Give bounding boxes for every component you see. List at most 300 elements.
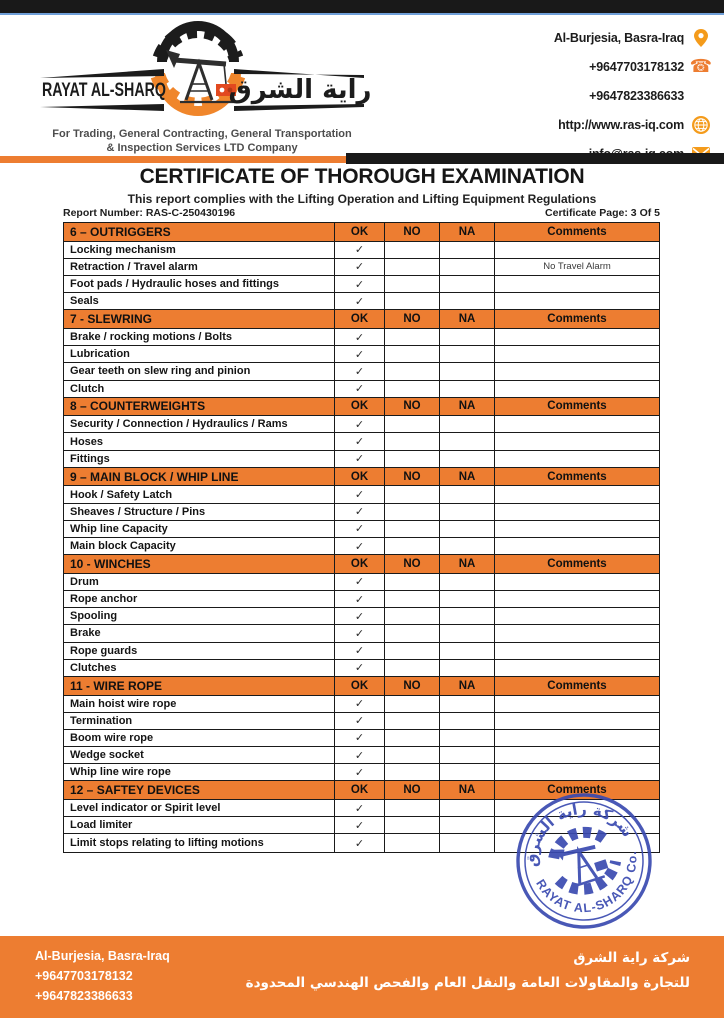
- table-row: [64, 346, 659, 363]
- col-header-comments: [495, 223, 659, 241]
- col-header-comments-text: Comments: [547, 313, 607, 326]
- col-header-no: [385, 223, 440, 241]
- col-header-na: [440, 468, 495, 486]
- item-label-text: Lubrication: [70, 348, 130, 361]
- na-cell: [440, 696, 495, 712]
- footer-address: Al-Burjesia, Basra-Iraq: [35, 949, 170, 963]
- table-row: [64, 242, 659, 259]
- na-cell: [440, 660, 495, 676]
- na-cell: [440, 329, 495, 345]
- ok-cell-text: ✓: [354, 294, 365, 308]
- col-header-comments-text: Comments: [547, 400, 607, 413]
- section-title: [64, 223, 335, 241]
- item-label: [64, 381, 335, 397]
- item-label-text: Retraction / Travel alarm: [70, 260, 198, 273]
- ok-cell: [335, 764, 385, 780]
- table-row: [64, 747, 659, 764]
- col-header-no-text: NO: [403, 225, 421, 238]
- comment-cell: [495, 259, 659, 275]
- na-cell: [440, 259, 495, 275]
- col-header-no: [385, 398, 440, 416]
- item-label: [64, 591, 335, 607]
- footer-contact-block: [35, 946, 170, 1006]
- col-header-na-text: NA: [458, 313, 476, 326]
- ok-cell: [335, 433, 385, 449]
- ok-cell: [335, 416, 385, 432]
- na-cell: [440, 643, 495, 659]
- item-label: [64, 834, 335, 851]
- section-header-row: [64, 468, 659, 487]
- na-cell: [440, 764, 495, 780]
- item-label: [64, 625, 335, 641]
- item-label: [64, 538, 335, 554]
- col-header-na: [440, 398, 495, 416]
- item-label: [64, 800, 335, 816]
- contact-address-text: Al-Burjesia, Basra-Iraq: [553, 30, 684, 45]
- ok-cell-text: ✓: [354, 731, 365, 745]
- col-header-comments-text: Comments: [547, 557, 607, 570]
- no-cell: [385, 293, 440, 309]
- comment-cell: [495, 730, 659, 746]
- certificate-subtitle: This report complies with the Lifting Operation and Lifting Equipment Regulations: [127, 192, 597, 206]
- table-row: [64, 625, 659, 642]
- item-label-text: Gear teeth on slew ring and pinion: [70, 365, 251, 378]
- section-title-text: 6 – OUTRIGGERS: [70, 224, 171, 239]
- col-header-comments-text: Comments: [547, 679, 607, 692]
- no-cell: [385, 381, 440, 397]
- na-cell: [440, 433, 495, 449]
- section-title-text: 7 - SLEWRING: [70, 312, 153, 327]
- col-header-no: [385, 468, 440, 486]
- na-cell: [440, 730, 495, 746]
- na-cell: [440, 817, 495, 833]
- phone-icon: ☎: [689, 55, 713, 77]
- na-cell: [440, 591, 495, 607]
- no-cell: [385, 486, 440, 502]
- col-header-comments: [495, 555, 659, 573]
- ok-cell-text: ✓: [354, 626, 365, 640]
- ok-cell: [335, 660, 385, 676]
- item-label-text: Termination: [70, 714, 133, 727]
- ok-cell-text: ✓: [354, 765, 365, 779]
- item-label: [64, 416, 335, 432]
- item-label: [64, 817, 335, 833]
- col-header-comments: [495, 310, 659, 328]
- na-cell: [440, 608, 495, 624]
- col-header-na: [440, 310, 495, 328]
- no-cell: [385, 696, 440, 712]
- na-cell: [440, 713, 495, 729]
- col-header-ok: [335, 468, 385, 486]
- col-header-comments-text: Comments: [547, 470, 607, 483]
- table-row: [64, 713, 659, 730]
- table-row: [64, 538, 659, 555]
- logo-name-en: RAYAT AL-SHARQ: [42, 80, 166, 101]
- na-cell: [440, 521, 495, 537]
- col-header-ok-text: OK: [350, 784, 369, 797]
- item-label-text: Level indicator or Spirit level: [70, 802, 221, 815]
- comment-cell: [495, 433, 659, 449]
- ok-cell: [335, 259, 385, 275]
- table-row: [64, 259, 659, 276]
- ok-cell: [335, 834, 385, 851]
- na-cell: [440, 625, 495, 641]
- item-label: [64, 574, 335, 590]
- comment-cell: [495, 713, 659, 729]
- comment-cell: [495, 293, 659, 309]
- ok-cell: [335, 574, 385, 590]
- col-header-na-text: NA: [458, 400, 476, 413]
- footer-company-name-ar: شركة راية الشرق: [573, 950, 690, 966]
- col-header-ok: [335, 223, 385, 241]
- table-row: [64, 521, 659, 538]
- section-title: [64, 398, 335, 416]
- table-row: [64, 433, 659, 450]
- item-label: [64, 608, 335, 624]
- ok-cell-text: ✓: [354, 488, 365, 502]
- item-label-text: Whip line Capacity: [70, 522, 168, 535]
- table-row: [64, 643, 659, 660]
- col-header-ok: [335, 781, 385, 799]
- ok-cell-text: ✓: [354, 347, 365, 361]
- col-header-na: [440, 781, 495, 799]
- comment-cell: [495, 346, 659, 362]
- ok-cell-text: ✓: [354, 748, 365, 762]
- table-row: [64, 381, 659, 398]
- table-row: [64, 730, 659, 747]
- section-header-row: [64, 310, 659, 329]
- comment-cell: [495, 242, 659, 258]
- item-label: [64, 259, 335, 275]
- col-header-ok: [335, 677, 385, 695]
- company-stamp: [501, 786, 667, 936]
- na-cell: [440, 381, 495, 397]
- ok-cell: [335, 486, 385, 502]
- comment-cell: [495, 696, 659, 712]
- no-cell: [385, 259, 440, 275]
- na-cell: [440, 486, 495, 502]
- col-header-ok: [335, 555, 385, 573]
- col-header-na-text: NA: [458, 679, 476, 692]
- ok-cell-text: ✓: [354, 330, 365, 344]
- col-header-no-text: NO: [403, 557, 421, 570]
- no-cell: [385, 538, 440, 554]
- item-label: [64, 451, 335, 467]
- ok-cell-text: ✓: [354, 243, 365, 257]
- item-label: [64, 433, 335, 449]
- tagline-line1: For Trading, General Contracting, General Transportation: [52, 128, 352, 140]
- item-label: [64, 764, 335, 780]
- footer-phone1: +9647703178132: [35, 969, 133, 983]
- na-cell: [440, 538, 495, 554]
- comment-cell: [495, 643, 659, 659]
- contact-website-text: http://www.ras-iq.com: [558, 117, 684, 132]
- item-label: [64, 486, 335, 502]
- ok-cell: [335, 329, 385, 345]
- no-cell: [385, 747, 440, 763]
- item-label-text: Foot pads / Hydraulic hoses and fittings: [70, 278, 280, 291]
- col-header-comments: [495, 677, 659, 695]
- col-header-ok-text: OK: [350, 679, 369, 692]
- table-row: [64, 416, 659, 433]
- item-label: [64, 329, 335, 345]
- logo-name-ar: راية الشرق: [228, 75, 372, 105]
- report-info-row: [63, 207, 660, 219]
- no-cell: [385, 521, 440, 537]
- col-header-no-text: NO: [403, 313, 421, 326]
- item-label: [64, 521, 335, 537]
- table-row: [64, 293, 659, 310]
- comment-cell-text: No Travel Alarm: [543, 261, 611, 273]
- no-cell: [385, 504, 440, 520]
- contact-phone1: [554, 52, 712, 81]
- comment-cell: [495, 451, 659, 467]
- stamp-text-arabic: شركة راية الشرق: [522, 799, 637, 868]
- col-header-no-text: NO: [403, 679, 421, 692]
- ok-cell-text: ✓: [354, 697, 365, 711]
- item-label: [64, 276, 335, 292]
- table-row: [64, 696, 659, 713]
- col-header-ok-text: OK: [350, 470, 369, 483]
- item-label: [64, 346, 335, 362]
- col-header-comments-text: Comments: [547, 784, 607, 797]
- ok-cell: [335, 381, 385, 397]
- item-label-text: Rope anchor: [70, 593, 138, 606]
- ok-cell: [335, 242, 385, 258]
- no-cell: [385, 329, 440, 345]
- no-cell: [385, 764, 440, 780]
- ok-cell: [335, 800, 385, 816]
- table-row: [64, 276, 659, 293]
- item-label: [64, 504, 335, 520]
- ok-cell-text: ✓: [354, 417, 365, 431]
- na-cell: [440, 504, 495, 520]
- stamp-text-latin: RAYAT AL-SHARQ Co.: [533, 849, 640, 916]
- section-title: [64, 677, 335, 695]
- col-header-na: [440, 677, 495, 695]
- col-header-ok: [335, 398, 385, 416]
- ok-cell-text: ✓: [354, 452, 365, 466]
- item-label-text: Main block Capacity: [70, 540, 176, 553]
- section-header-row: [64, 223, 659, 242]
- no-cell: [385, 660, 440, 676]
- section-title-text: 9 – MAIN BLOCK / WHIP LINE: [70, 469, 239, 484]
- col-header-comments: [495, 468, 659, 486]
- ok-cell: [335, 817, 385, 833]
- na-cell: [440, 416, 495, 432]
- ok-cell: [335, 346, 385, 362]
- footer-band: [0, 936, 724, 1018]
- col-header-no: [385, 781, 440, 799]
- section-title: [64, 468, 335, 486]
- item-label: [64, 747, 335, 763]
- comment-cell: [495, 660, 659, 676]
- no-cell: [385, 433, 440, 449]
- comment-cell: [495, 504, 659, 520]
- top-black-bar: [0, 0, 724, 15]
- ok-cell: [335, 504, 385, 520]
- na-cell: [440, 800, 495, 816]
- ok-cell: [335, 747, 385, 763]
- comment-cell: [495, 764, 659, 780]
- col-header-na-text: NA: [458, 557, 476, 570]
- col-header-na: [440, 555, 495, 573]
- certificate-title: CERTIFICATE OF THOROUGH EXAMINATION: [139, 165, 585, 188]
- no-cell: [385, 346, 440, 362]
- ok-cell: [335, 451, 385, 467]
- col-header-no-text: NO: [403, 470, 421, 483]
- stamp-emblem: [547, 825, 622, 897]
- table-row: [64, 764, 659, 781]
- comment-cell: [495, 608, 659, 624]
- ok-cell: [335, 625, 385, 641]
- col-header-comments-text: Comments: [547, 225, 607, 238]
- table-row: [64, 504, 659, 521]
- ok-cell: [335, 643, 385, 659]
- section-title: [64, 555, 335, 573]
- na-cell: [440, 242, 495, 258]
- item-label-text: Security / Connection / Hydraulics / Rams: [70, 418, 288, 431]
- item-label-text: Whip line wire rope: [70, 766, 171, 779]
- section-header-row: [64, 677, 659, 696]
- ok-cell-text: ✓: [354, 277, 365, 291]
- footer-phone2: +9647823386633: [35, 989, 133, 1003]
- col-header-no: [385, 677, 440, 695]
- divider-orange-segment: [0, 156, 346, 163]
- col-header-na-text: NA: [458, 470, 476, 483]
- col-header-ok-text: OK: [350, 557, 369, 570]
- ok-cell-text: ✓: [354, 818, 365, 832]
- comment-cell: [495, 486, 659, 502]
- col-header-ok-text: OK: [350, 225, 369, 238]
- no-cell: [385, 416, 440, 432]
- item-label-text: Boom wire rope: [70, 731, 154, 744]
- no-cell: [385, 834, 440, 851]
- ok-cell-text: ✓: [354, 592, 365, 606]
- na-cell: [440, 276, 495, 292]
- col-header-no-text: NO: [403, 784, 421, 797]
- section-title-text: 12 – SAFTEY DEVICES: [70, 783, 200, 798]
- no-cell: [385, 625, 440, 641]
- ok-cell-text: ✓: [354, 836, 365, 850]
- no-cell: [385, 800, 440, 816]
- certificate-page-number: Certificate Page: 3 Of 5: [545, 207, 660, 219]
- col-header-no-text: NO: [403, 400, 421, 413]
- section-title-text: 8 – COUNTERWEIGHTS: [70, 399, 206, 414]
- no-cell: [385, 643, 440, 659]
- ok-cell: [335, 608, 385, 624]
- location-pin-icon: [690, 28, 712, 48]
- comment-cell: [495, 625, 659, 641]
- item-label-text: Fittings: [70, 452, 110, 465]
- item-label-text: Sheaves / Structure / Pins: [70, 505, 206, 518]
- no-cell: [385, 713, 440, 729]
- table-row: [64, 608, 659, 625]
- col-header-comments: [495, 398, 659, 416]
- item-label: [64, 643, 335, 659]
- ok-cell-text: ✓: [354, 575, 365, 589]
- no-cell: [385, 363, 440, 379]
- item-label: [64, 730, 335, 746]
- item-label-text: Seals: [70, 295, 99, 308]
- ok-cell: [335, 713, 385, 729]
- na-cell: [440, 451, 495, 467]
- table-row: [64, 591, 659, 608]
- col-header-no: [385, 555, 440, 573]
- item-label-text: Brake / rocking motions / Bolts: [70, 331, 232, 344]
- divider-black-segment: [346, 153, 724, 164]
- no-cell: [385, 242, 440, 258]
- comment-cell: [495, 591, 659, 607]
- comment-cell: [495, 363, 659, 379]
- item-label: [64, 713, 335, 729]
- ok-cell: [335, 538, 385, 554]
- tagline-line2: & Inspection Services LTD Company: [106, 141, 298, 154]
- comment-cell: [495, 538, 659, 554]
- comment-cell: [495, 329, 659, 345]
- ok-cell-text: ✓: [354, 505, 365, 519]
- ok-cell-text: ✓: [354, 714, 365, 728]
- item-label-text: Limit stops relating to lifting motions: [70, 837, 264, 849]
- no-cell: [385, 276, 440, 292]
- ok-cell-text: ✓: [354, 644, 365, 658]
- item-label: [64, 242, 335, 258]
- globe-icon: [690, 115, 712, 135]
- item-label: [64, 696, 335, 712]
- logo-tagline: [28, 128, 376, 155]
- report-number: Report Number: RAS-C-250430196: [63, 207, 236, 219]
- no-cell: [385, 730, 440, 746]
- section-title: [64, 310, 335, 328]
- no-cell: [385, 608, 440, 624]
- section-title-text: 10 - WINCHES: [70, 556, 151, 571]
- item-label-text: Hook / Safety Latch: [70, 488, 173, 501]
- no-cell: [385, 574, 440, 590]
- item-label-text: Hoses: [70, 435, 104, 448]
- no-cell: [385, 591, 440, 607]
- section-header-row: [64, 555, 659, 574]
- item-label: [64, 293, 335, 309]
- item-label: [64, 660, 335, 676]
- table-row: [64, 486, 659, 503]
- ok-cell: [335, 591, 385, 607]
- na-cell: [440, 574, 495, 590]
- table-row: [64, 660, 659, 677]
- ok-cell: [335, 276, 385, 292]
- ok-cell-text: ✓: [354, 435, 365, 449]
- col-header-no: [385, 310, 440, 328]
- ok-cell: [335, 521, 385, 537]
- na-cell: [440, 747, 495, 763]
- table-row: [64, 363, 659, 380]
- col-header-na-text: NA: [458, 225, 476, 238]
- section-title: [64, 781, 335, 799]
- item-label-text: Main hoist wire rope: [70, 697, 177, 710]
- comment-cell: [495, 416, 659, 432]
- ok-cell-text: ✓: [354, 522, 365, 536]
- section-title-text: 11 - WIRE ROPE: [70, 678, 163, 693]
- footer-company-arabic: [246, 946, 690, 996]
- na-cell: [440, 834, 495, 851]
- item-label-text: Spooling: [70, 610, 118, 623]
- item-label-text: Load limiter: [70, 819, 133, 832]
- item-label: [64, 363, 335, 379]
- comment-cell: [495, 521, 659, 537]
- ok-cell: [335, 363, 385, 379]
- ok-cell-text: ✓: [354, 801, 365, 815]
- na-cell: [440, 293, 495, 309]
- table-row: [64, 451, 659, 468]
